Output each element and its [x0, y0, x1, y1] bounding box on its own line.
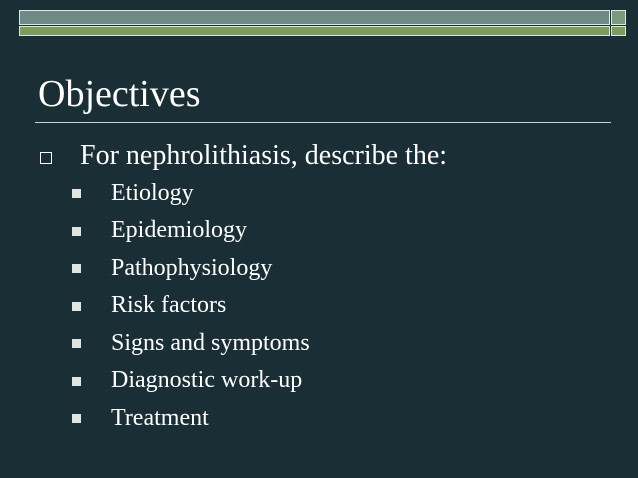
sub-bullet-text: Risk factors: [111, 292, 227, 319]
title-divider: [35, 122, 611, 123]
sub-bullet-text: Diagnostic work-up: [111, 367, 303, 394]
sub-bullet-item: [72, 212, 310, 250]
sub-bullet-item: [72, 287, 310, 325]
square-bullet-icon: [72, 414, 81, 423]
square-bullet-icon: [72, 189, 81, 198]
main-bullet-text: For nephrolithiasis, describe the:: [80, 140, 448, 171]
header-bar-top: [19, 10, 610, 25]
sub-bullet-text: Treatment: [111, 404, 209, 431]
sub-bullet-item: [72, 399, 310, 437]
sub-bullet-text: Epidemiology: [111, 217, 247, 244]
header-bar-top-end: [611, 10, 626, 25]
sub-bullet-list: [72, 174, 310, 437]
header-bar-bottom: [19, 26, 610, 36]
header-bar-bottom-end: [611, 26, 626, 36]
square-bullet-icon: [72, 302, 81, 311]
sub-bullet-text: Etiology: [111, 179, 194, 206]
sub-bullet-item: [72, 249, 310, 287]
square-bullet-icon: [72, 339, 81, 348]
hollow-square-bullet-icon: [40, 152, 52, 164]
sub-bullet-item: [72, 174, 310, 212]
square-bullet-icon: [72, 377, 81, 386]
sub-bullet-item: [72, 324, 310, 362]
square-bullet-icon: [72, 264, 81, 273]
sub-bullet-text: Signs and symptoms: [111, 329, 310, 356]
sub-bullet-text: Pathophysiology: [111, 254, 273, 281]
square-bullet-icon: [72, 227, 81, 236]
slide-title: Objectives: [38, 73, 201, 115]
sub-bullet-item: [72, 362, 310, 400]
main-bullet-item: [40, 138, 447, 174]
